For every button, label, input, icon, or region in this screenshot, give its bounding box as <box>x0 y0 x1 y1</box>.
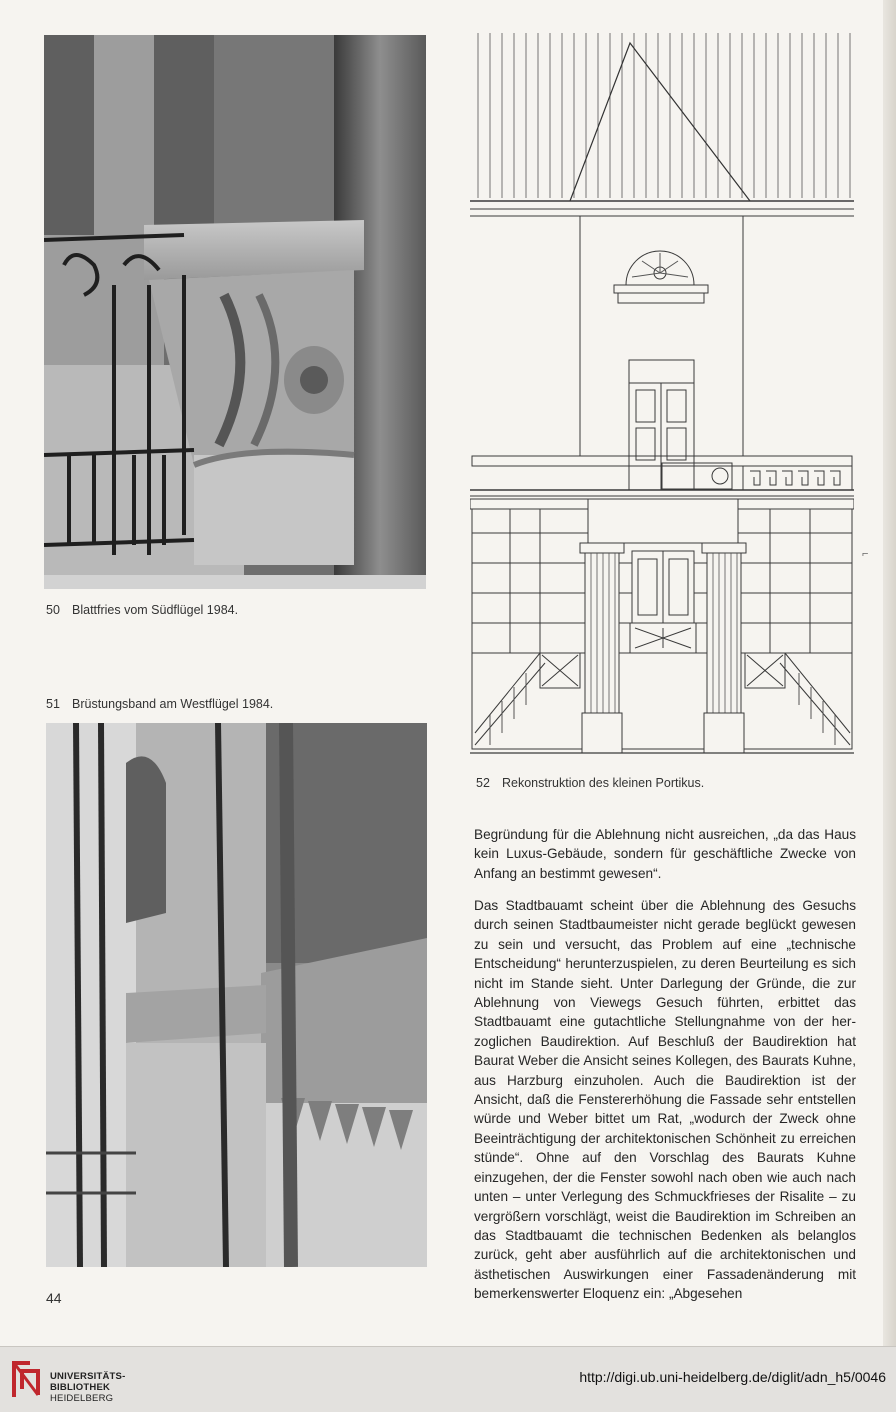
permalink-url[interactable]: http://digi.ub.uni-heidelberg.de/diglit/adn_h5/0046 <box>579 1369 886 1385</box>
paragraph-text: Das Stadtbauamt scheint über die Ablehnung des Gesuchs durch seinen Stadtbaumeister nicht gerade beglückt gewesen zu sein und versucht, das Problem auf eine „technische Entscheidung“ herunterzuspielen, zu deren Beurteilung es sich nicht im Stande sieht. Unter Darlegung der Gründe, die zur Ablehnung von Viewegs Gesuch führten, erbittet das Stadtbauamt eine gutachtliche Stellungnahme von der herzoglichen Baudirektion. Auf Beschluß der Baudirektion hat Baurat Weber die Ansicht seines Kollegen, des Baurats Kuhne, aus Harzburg einzuholen. Auch die Baudirektion ist der Ansicht, daß die Fenstererhöhung die Fassade sehr entstellen würde und Weber bittet um Rat, „wodurch der Zweck ohne Beeinträchtigung der architektonischen Schönheit zu erreichen stünde“. Ohne auf den Vorschlag des Baurats Kuhne einzugehen, der die Fenster sowohl nach oben wie auch nach unten – unter Verlegung des Schmuckfrieses der Risalite – zu vergrößern vorschlägt, weist die Baudirektion im Schreiben an das Stadtbauamt die technischen Bedenken als belanglos zurück, geht aber ausführlich auf die architektonischen und ästhetischen Auswirkungen einer Fassadenänderung mit bemerkenswerter Eloquenz ein: „Abgesehen <box>474 898 856 1302</box>
margin-annotation: ⌐ <box>862 548 869 560</box>
figure-51-caption: 51 Brüstungsband am Westflügel 1984. <box>46 697 274 711</box>
photo-figure-51 <box>46 723 427 1267</box>
library-logo-text <box>50 1371 125 1404</box>
viewer-footer <box>0 1346 896 1412</box>
photo-figure-50 <box>44 35 426 589</box>
figure-50-caption: 50 Blattfries vom Südflügel 1984. <box>46 603 239 617</box>
library-logo-icon <box>10 1359 44 1399</box>
body-paragraph-1 <box>474 825 856 883</box>
page-number: 44 <box>46 1290 62 1306</box>
logo-line-1: UNIVERSITÄTS- <box>50 1371 126 1382</box>
logo-line-3: HEIDELBERG <box>50 1393 114 1404</box>
logo-line-2: BIBLIOTHEK <box>50 1382 111 1393</box>
book-spine-edge <box>883 0 896 1346</box>
body-paragraph-2 <box>474 896 856 1304</box>
library-logo[interactable] <box>10 1357 130 1403</box>
figure-52-caption: 52 Rekonstruktion des kleinen Portikus. <box>476 776 705 790</box>
drawing-figure-52 <box>470 33 854 761</box>
paragraph-text: Begründung für die Ablehnung nicht ausreichen, „da das Haus kein Luxus-Gebäude, sondern für geschäftliche Zwecke von Anfang an bestimmt gewesen“. <box>474 827 856 881</box>
